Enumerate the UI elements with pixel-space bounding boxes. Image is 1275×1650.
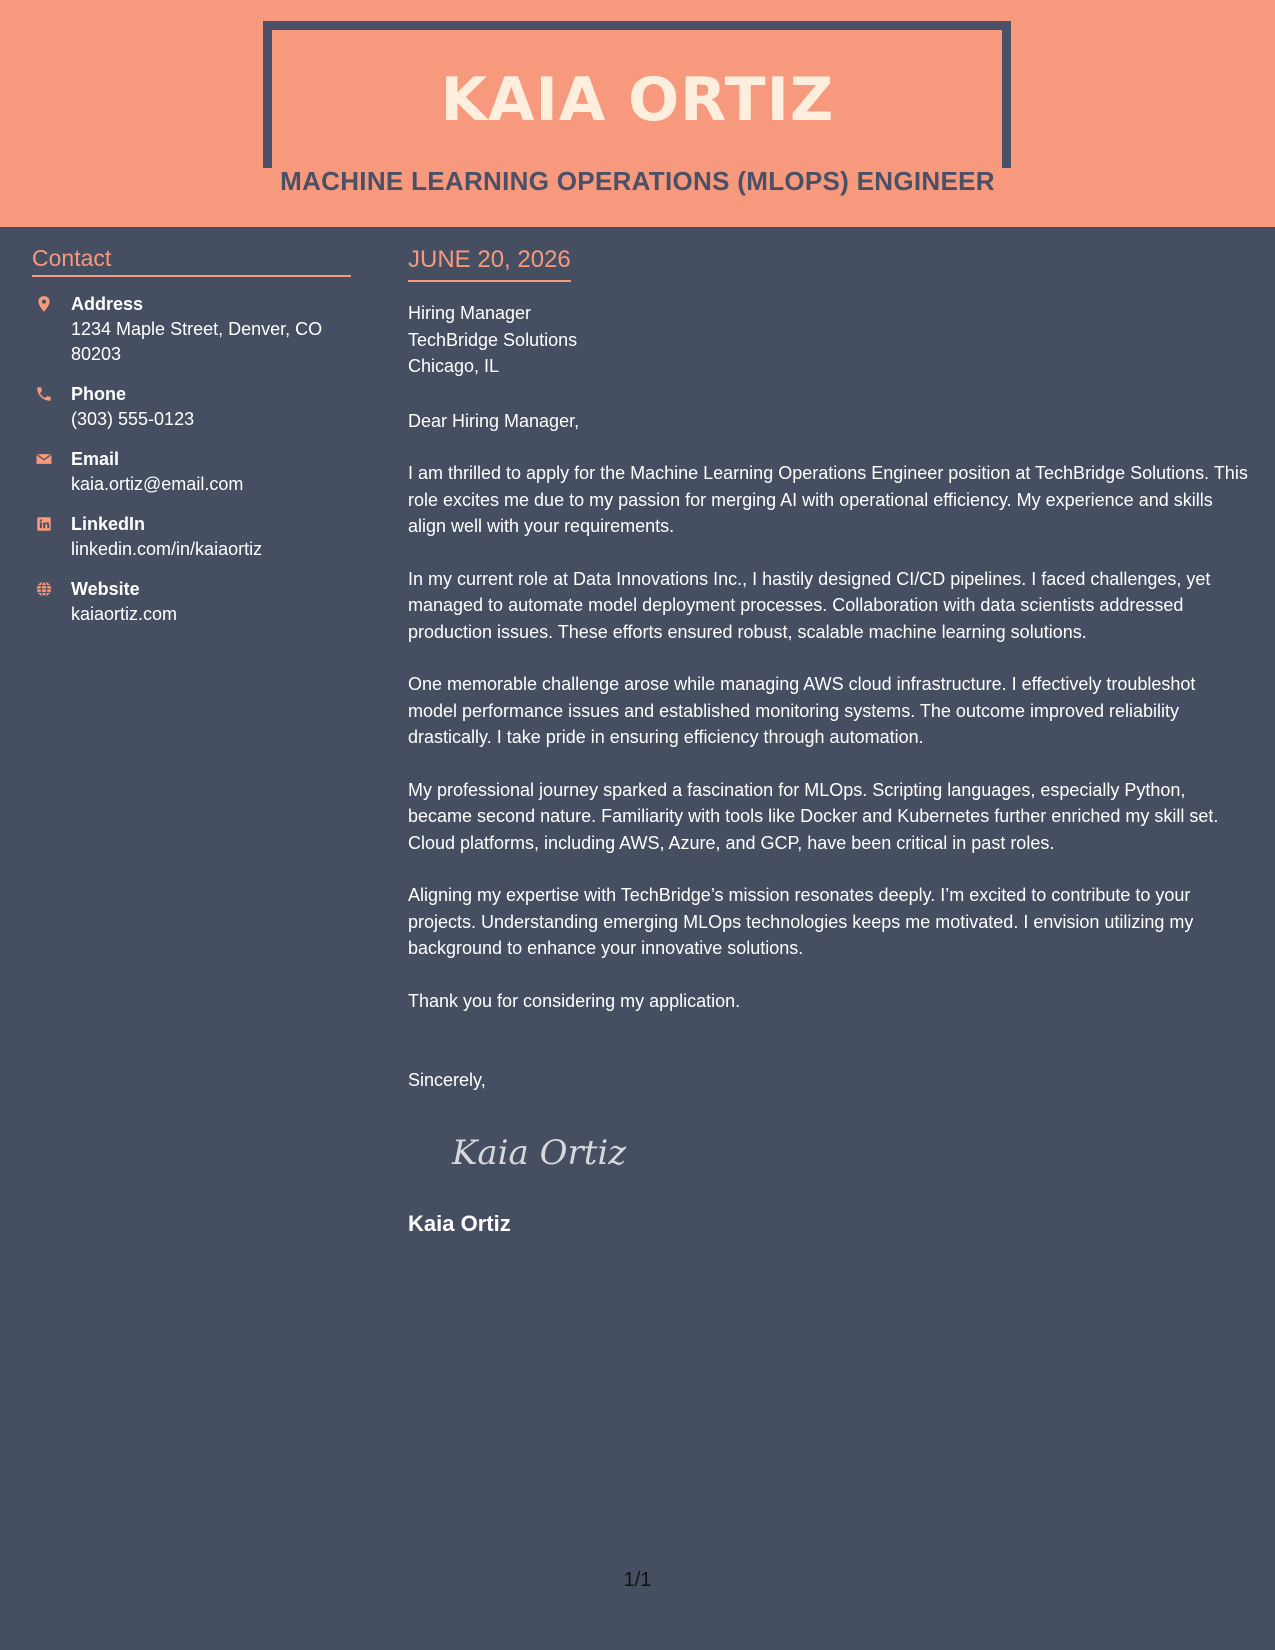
- salutation: Dear Hiring Manager,: [408, 410, 580, 431]
- contact-sidebar: [32, 243, 351, 627]
- paragraph: In my current role at Data Innovations Inc., I hastily designed CI/CD pipelines. I faced challenges, yet managed to automate model deployment processes. Collaboration with data scientists addressed production issues. These efforts ensured robust, scalable machine learning solutions.: [408, 568, 1211, 642]
- contact-label: Address: [71, 294, 144, 314]
- phone-value: (303) 555-0123: [71, 409, 195, 429]
- recipient-line: Hiring Manager: [408, 303, 532, 323]
- closing: Sincerely,: [408, 1070, 486, 1090]
- contact-item-email: [32, 447, 351, 497]
- recipient-line: TechBridge Solutions: [408, 329, 578, 350]
- letter-body: [408, 244, 1248, 1239]
- contact-item-website: [32, 577, 351, 627]
- contact-label: Phone: [71, 384, 127, 404]
- signature-text: Kaia Ortiz: [452, 1132, 627, 1173]
- job-title: MACHINE LEARNING OPERATIONS (MLOPS) ENGINEER: [280, 166, 995, 196]
- map-pin-icon: [35, 295, 53, 313]
- handwritten-signature: [448, 1122, 678, 1182]
- recipient-line: Chicago, IL: [408, 356, 500, 376]
- signed-name: Kaia Ortiz: [408, 1210, 511, 1236]
- linkedin-icon: [35, 515, 53, 533]
- recipient-block: [408, 300, 1248, 380]
- paragraph: I am thrilled to apply for the Machine Learning Operations Engineer position at TechBridge Solutions. This role excites me due to my passion for merging AI with operational efficiency. My experience and skills align well with your requirements.: [408, 463, 1248, 536]
- contact-item-address: [32, 292, 351, 367]
- contact-label: Website: [71, 579, 140, 599]
- contact-item-phone: [32, 382, 351, 432]
- header-banner: [0, 0, 1275, 227]
- contact-heading: Contact: [32, 243, 351, 277]
- applicant-name: KAIA ORTIZ: [440, 65, 835, 135]
- paragraph: One memorable challenge arose while managing AWS cloud infrastructure. I effectively troubleshot model performance issues and established monitoring systems. The outcome improved reliability drastically. I take pride in ensuring efficiency through automation.: [408, 674, 1196, 747]
- email-value[interactable]: kaia.ortiz@email.com: [71, 474, 244, 494]
- website-value[interactable]: kaiaortiz.com: [71, 604, 178, 624]
- contact-label: LinkedIn: [71, 514, 146, 534]
- globe-icon: [35, 580, 53, 598]
- contact-item-linkedin: [32, 512, 351, 562]
- phone-icon: [35, 385, 53, 403]
- paragraph: Thank you for considering my application.: [408, 990, 741, 1011]
- page-number: 1/1: [623, 1569, 652, 1591]
- linkedin-value[interactable]: linkedin.com/in/kaiaortiz: [71, 539, 263, 559]
- paragraph: My professional journey sparked a fascination for MLOps. Scripting languages, especially Python, became second nature. Familiarity with tools like Docker and Kubernetes further enriched my skill set. Cloud platforms, including AWS, Azure, and GCP, have been critical in past roles.: [408, 779, 1219, 853]
- envelope-icon: [35, 450, 53, 468]
- paragraph: Aligning my expertise with TechBridge’s mission resonates deeply. I’m excited to contribute to your projects. Understanding emerging MLOps technologies keeps me motivated. I envision utilizing my background to enhance your innovative solutions.: [408, 885, 1194, 958]
- letter-date: JUNE 20, 2026: [408, 244, 571, 282]
- address-value: 1234 Maple Street, Denver, CO 80203: [71, 319, 323, 364]
- contact-label: Email: [71, 449, 120, 469]
